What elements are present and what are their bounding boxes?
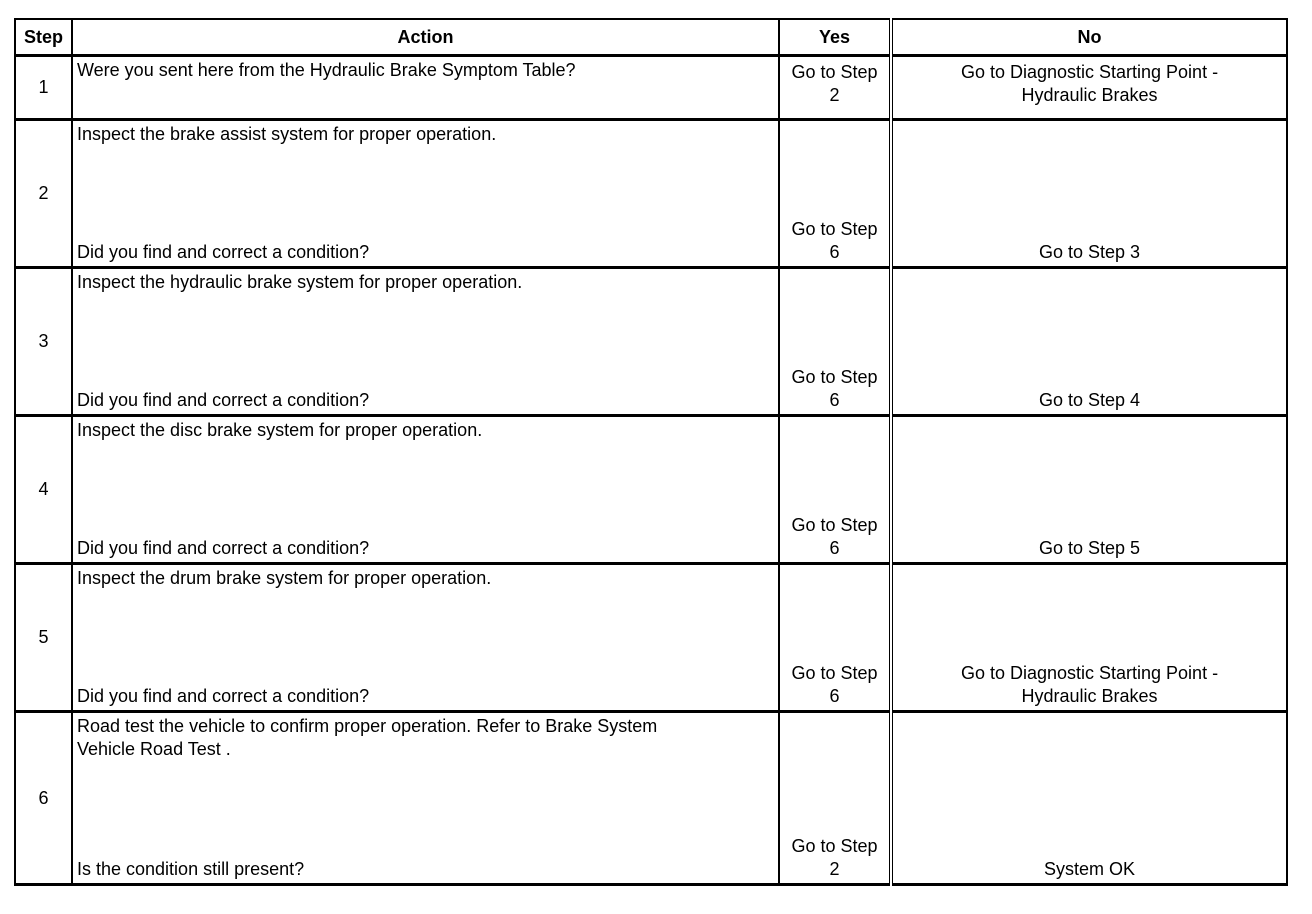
action-prompt: Inspect the disc brake system for proper operation.	[77, 420, 483, 440]
header-action: Action	[72, 19, 779, 56]
action-cell	[72, 268, 779, 416]
action-cell	[72, 416, 779, 564]
step-number: 3	[15, 268, 72, 416]
yes-result	[779, 712, 891, 885]
step-number: 6	[15, 712, 72, 885]
yes-result-text: Go to Step 6	[791, 515, 878, 558]
action-cell	[72, 564, 779, 712]
action-question: Did you find and correct a condition?	[77, 390, 370, 410]
action-cell	[72, 712, 779, 885]
yes-result	[779, 268, 891, 416]
action-prompt: Inspect the hydraulic brake system for proper operation.	[77, 272, 523, 292]
action-question: Is the condition still present?	[77, 859, 305, 879]
diagnostic-table	[14, 18, 1288, 886]
yes-result-text: Go to Step 2	[791, 836, 878, 879]
yes-result	[779, 56, 891, 120]
header-yes: Yes	[779, 19, 891, 56]
no-result	[891, 712, 1287, 885]
no-result-text: Go to Diagnostic Starting Point - Hydraulic Brakes	[960, 62, 1219, 105]
no-result	[891, 268, 1287, 416]
header-no: No	[891, 19, 1287, 56]
no-result	[891, 564, 1287, 712]
step-number: 2	[15, 120, 72, 268]
action-question: Did you find and correct a condition?	[77, 242, 370, 262]
no-result-text: Go to Step 3	[1038, 242, 1141, 262]
action-prompt: Inspect the brake assist system for proper operation.	[77, 124, 497, 144]
table-row	[15, 268, 1287, 416]
table-row	[15, 120, 1287, 268]
action-prompt: Were you sent here from the Hydraulic Brake Symptom Table?	[77, 60, 576, 80]
yes-result	[779, 120, 891, 268]
action-cell	[72, 120, 779, 268]
yes-result-text: Go to Step 2	[791, 62, 878, 105]
header-row	[15, 19, 1287, 56]
no-result	[891, 416, 1287, 564]
yes-result	[779, 416, 891, 564]
action-cell	[72, 56, 779, 120]
yes-result-text: Go to Step 6	[791, 219, 878, 262]
yes-result-text: Go to Step 6	[791, 663, 878, 706]
step-number: 4	[15, 416, 72, 564]
header-step: Step	[15, 19, 72, 56]
no-result-text: System OK	[1043, 859, 1136, 879]
action-prompt: Inspect the drum brake system for proper operation.	[77, 568, 492, 588]
yes-result	[779, 564, 891, 712]
step-number: 1	[15, 56, 72, 120]
action-question: Did you find and correct a condition?	[77, 686, 370, 706]
no-result-text: Go to Diagnostic Starting Point - Hydraulic Brakes	[960, 663, 1219, 706]
table-row	[15, 712, 1287, 885]
step-number: 5	[15, 564, 72, 712]
no-result	[891, 56, 1287, 120]
yes-result-text: Go to Step 6	[791, 367, 878, 410]
no-result-text: Go to Step 4	[1038, 390, 1141, 410]
action-question: Did you find and correct a condition?	[77, 538, 370, 558]
table-row	[15, 56, 1287, 120]
action-prompt: Road test the vehicle to confirm proper operation. Refer to Brake System Vehicle Road Test .	[77, 716, 658, 759]
no-result-text: Go to Step 5	[1038, 538, 1141, 558]
table-row	[15, 416, 1287, 564]
table-row	[15, 564, 1287, 712]
no-result	[891, 120, 1287, 268]
